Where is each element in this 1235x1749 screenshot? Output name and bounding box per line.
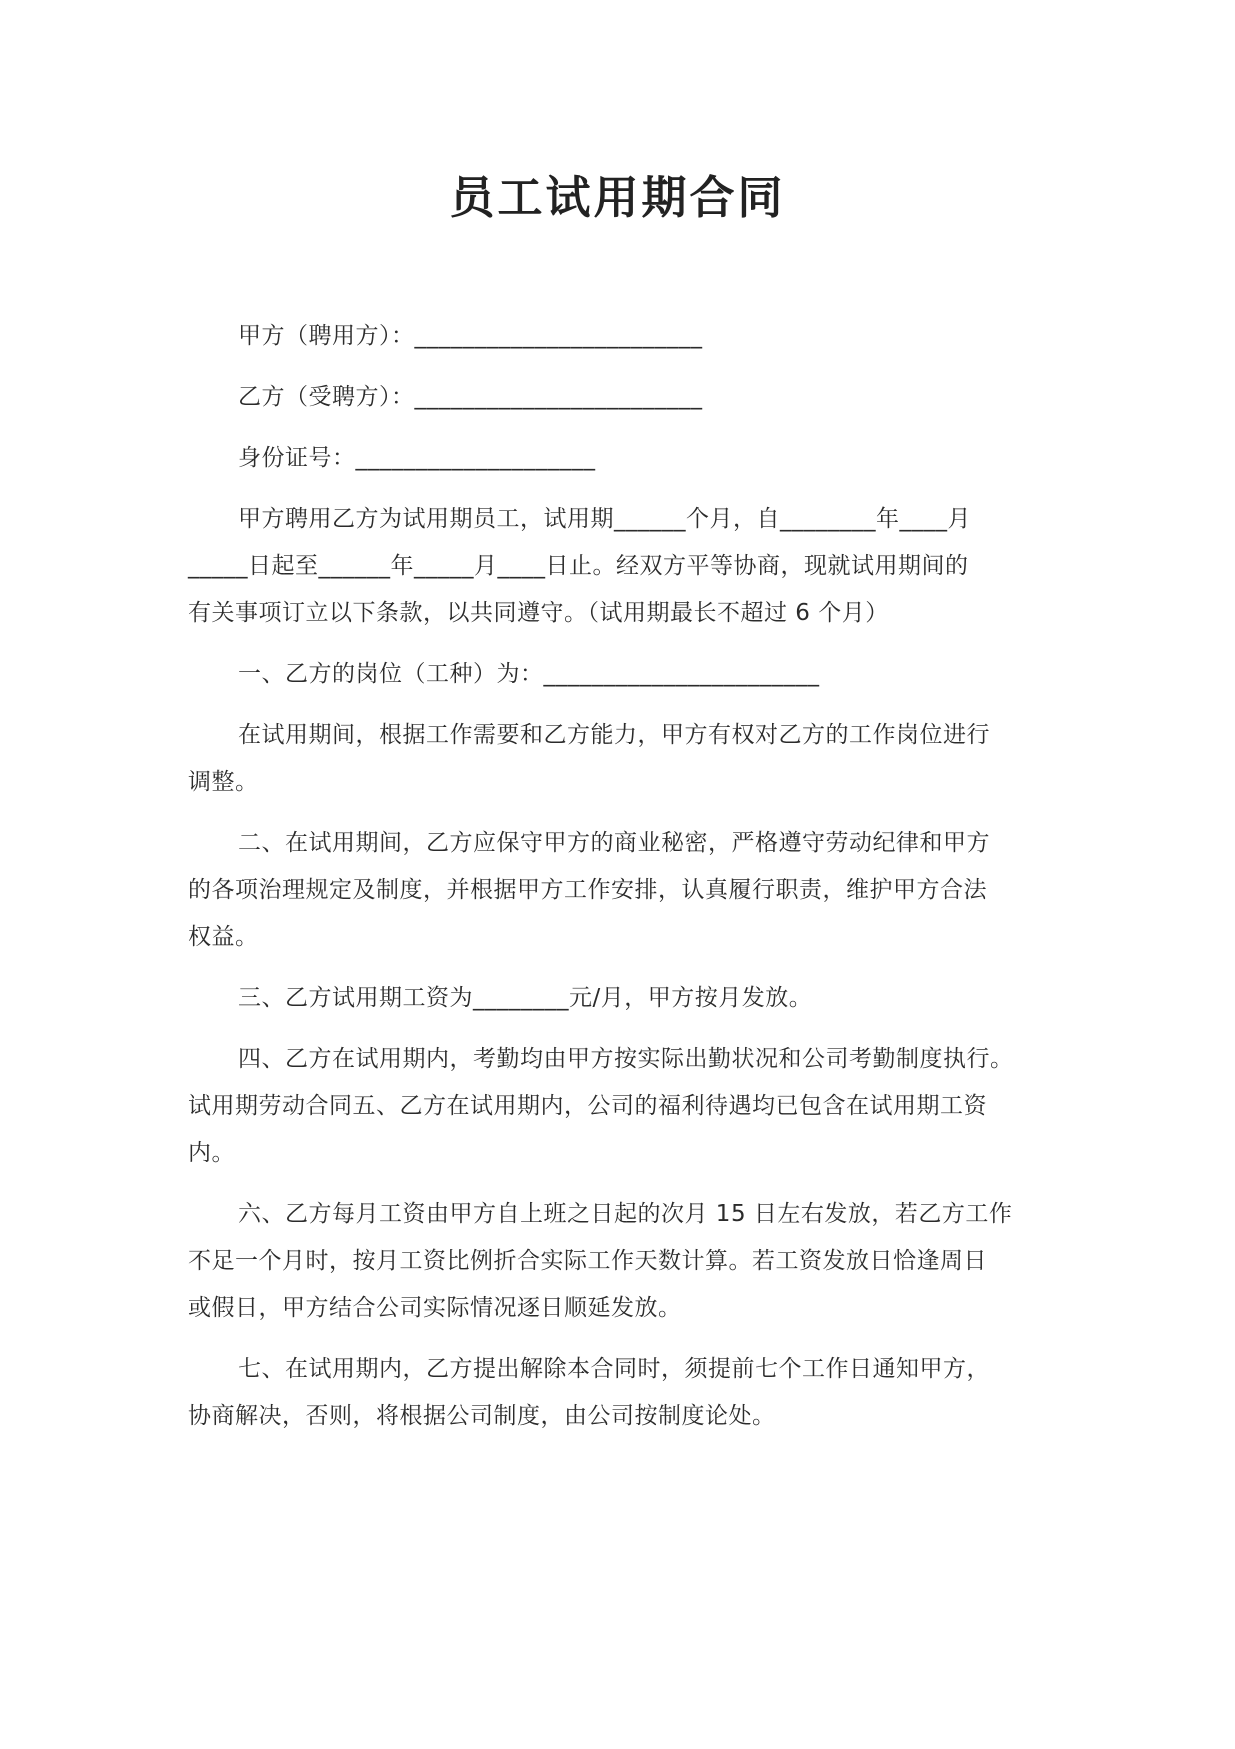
text-line: 调整。 (188, 769, 259, 795)
party-b-paragraph (188, 381, 1048, 413)
text-line: 三、乙方试用期工资为________元/月，甲方按月发放。 (238, 985, 813, 1011)
party-a-paragraph (188, 320, 1048, 352)
text-line: 二、在试用期间，乙方应保守甲方的商业秘密，严格遵守劳动纪律和甲方 (238, 830, 990, 856)
text-line: 甲方聘用乙方为试用期员工，试用期______个月，自________年____月 (238, 506, 971, 532)
clause-4-paragraph (188, 1043, 1048, 1169)
id-number-paragraph (188, 442, 1048, 474)
clause-3-paragraph (188, 982, 1048, 1014)
text-line: 内。 (188, 1140, 235, 1166)
text-line: 协商解决，否则，将根据公司制度，由公司按制度论处。 (188, 1403, 776, 1429)
text-line: 不足一个月时，按月工资比例折合实际工作天数计算。若工资发放日恰逢周日 (188, 1248, 987, 1274)
clause-2-paragraph (188, 827, 1048, 953)
text-line: 六、乙方每月工资由甲方自上班之日起的次月 15 日左右发放，若乙方工作 (238, 1201, 1013, 1227)
text-line: 或假日，甲方结合公司实际情况逐日顺延发放。 (188, 1295, 682, 1321)
text-line: 七、在试用期内，乙方提出解除本合同时，须提前七个工作日通知甲方， (238, 1356, 990, 1382)
document-body (188, 320, 1048, 1461)
text-line: 四、乙方在试用期内，考勤均由甲方按实际出勤状况和公司考勤制度执行。 (238, 1046, 1014, 1072)
text-line: _____日起至______年_____月____日止。经双方平等协商，现就试用期间的 (188, 553, 969, 579)
clause-1-detail-paragraph (188, 719, 1048, 798)
text-line: 乙方（受聘方）：________________________ (238, 384, 703, 410)
text-line: 有关事项订立以下条款，以共同遵守。（试用期最长不超过 6 个月） (188, 600, 889, 626)
clause-7-paragraph (188, 1353, 1048, 1432)
text-line: 的各项治理规定及制度，并根据甲方工作安排，认真履行职责，维护甲方合法 (188, 877, 987, 903)
text-line: 权益。 (188, 924, 259, 950)
text-line: 在试用期间，根据工作需要和乙方能力，甲方有权对乙方的工作岗位进行 (238, 722, 990, 748)
document-title: 员工试用期合同 (449, 171, 786, 224)
clause-6-paragraph (188, 1198, 1048, 1324)
text-line: 试用期劳动合同五、乙方在试用期内，公司的福利待遇均已包含在试用期工资 (188, 1093, 987, 1119)
clause-1-paragraph (188, 658, 1048, 690)
text-line: 甲方（聘用方）：________________________ (238, 323, 703, 349)
text-line: 身份证号：____________________ (238, 445, 596, 471)
intro-paragraph (188, 503, 1048, 629)
text-line: 一、乙方的岗位（工种）为：_______________________ (238, 661, 820, 687)
